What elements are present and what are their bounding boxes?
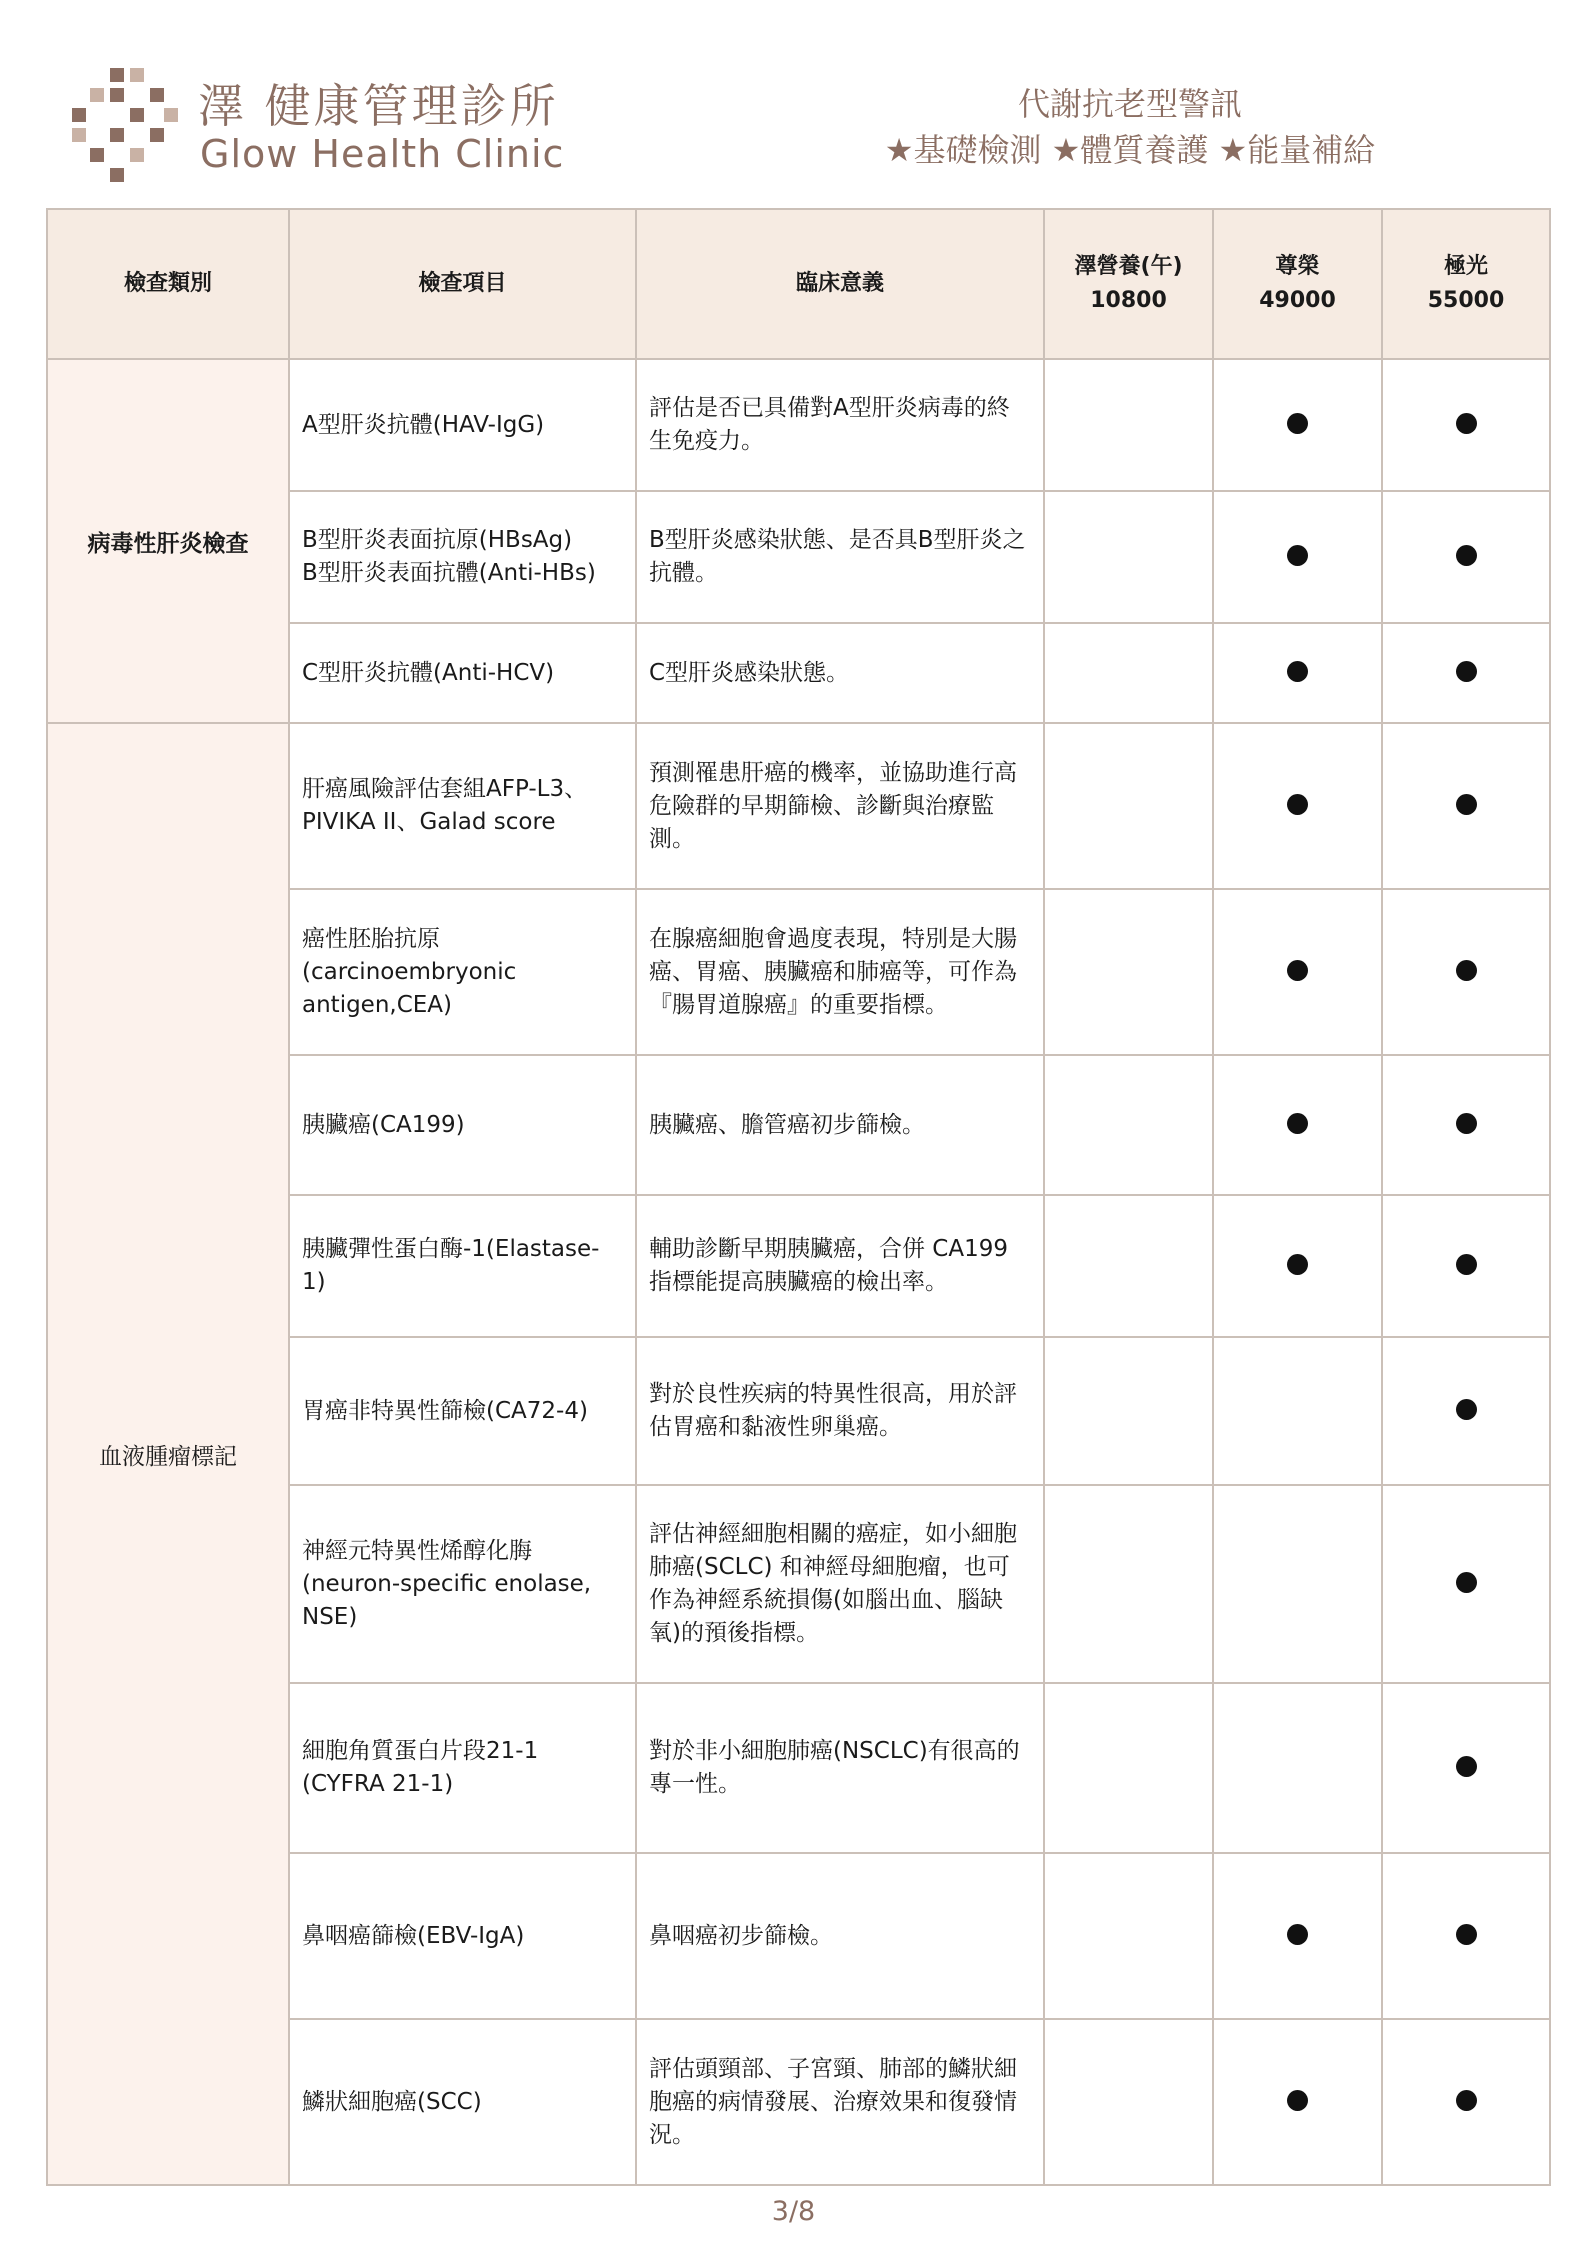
plan3-cell <box>1382 1853 1550 2019</box>
plan1-cell <box>1044 623 1213 723</box>
exam-item-cell: C型肝炎抗體(Anti-HCV) <box>289 623 636 723</box>
included-dot-icon <box>1456 545 1477 566</box>
exam-item-cell: 胃癌非特異性篩檢(CA72-4) <box>289 1337 636 1485</box>
clinical-meaning-cell: 預測罹患肝癌的機率，並協助進行高危險群的早期篩檢、診斷與治療監測。 <box>636 723 1044 889</box>
exam-item-cell: 細胞角質蛋白片段21-1 (CYFRA 21-1) <box>289 1683 636 1853</box>
table-header-row <box>47 209 1550 359</box>
plan2-cell <box>1213 359 1382 491</box>
category-cell: 病毒性肝炎檢查 <box>47 359 289 723</box>
included-dot-icon <box>1456 661 1477 682</box>
plan3-cell <box>1382 491 1550 623</box>
plan1-cell <box>1044 723 1213 889</box>
plan2-cell <box>1213 491 1382 623</box>
plan2-cell <box>1213 1195 1382 1337</box>
plan3-cell <box>1382 1683 1550 1853</box>
plan1-cell <box>1044 1337 1213 1485</box>
included-dot-icon <box>1456 1113 1477 1134</box>
exam-item-cell: 肝癌風險評估套組AFP-L3、PIVIKA II、Galad score <box>289 723 636 889</box>
plan3-cell <box>1382 1485 1550 1683</box>
plan1-cell <box>1044 1055 1213 1195</box>
included-dot-icon <box>1456 1756 1477 1777</box>
exam-item-cell: 胰臟癌(CA199) <box>289 1055 636 1195</box>
plan3-cell <box>1382 623 1550 723</box>
included-dot-icon <box>1456 2090 1477 2111</box>
plan1-cell <box>1044 359 1213 491</box>
plan2-cell <box>1213 889 1382 1055</box>
clinical-meaning-cell: 評估神經細胞相關的癌症，如小細胞肺癌(SCLC) 和神經母細胞瘤，也可作為神經系統損傷(如腦出血、腦缺氧)的預後指標。 <box>636 1485 1044 1683</box>
brand-name-en: Glow Health Clinic <box>200 132 565 176</box>
package-title-block <box>820 82 1440 174</box>
plan3-cell <box>1382 723 1550 889</box>
clinical-meaning-cell: 評估是否已具備對A型肝炎病毒的終生免疫力。 <box>636 359 1044 491</box>
plan3-cell <box>1382 1195 1550 1337</box>
plan2-cell <box>1213 723 1382 889</box>
included-dot-icon <box>1287 2090 1308 2111</box>
included-dot-icon <box>1287 794 1308 815</box>
plan1-cell <box>1044 1853 1213 2019</box>
included-dot-icon <box>1456 794 1477 815</box>
package-title: 代謝抗老型警訊 <box>1017 85 1242 123</box>
col-header-item: 檢查項目 <box>289 209 636 359</box>
exam-item-cell: A型肝炎抗體(HAV-IgG) <box>289 359 636 491</box>
plan1-name: 澤營養(午) <box>1074 254 1183 279</box>
page-number: 3/8 <box>771 2196 816 2227</box>
plan2-name: 尊榮 <box>1275 254 1320 279</box>
table-body <box>47 359 1550 2185</box>
plan1-cell <box>1044 1485 1213 1683</box>
clinical-meaning-cell: 對於非小細胞肺癌(NSCLC)有很高的專一性。 <box>636 1683 1044 1853</box>
included-dot-icon <box>1456 1254 1477 1275</box>
included-dot-icon <box>1456 413 1477 434</box>
plan1-cell <box>1044 2019 1213 2185</box>
plan3-cell <box>1382 1055 1550 1195</box>
exam-table <box>46 208 1551 2186</box>
included-dot-icon <box>1456 1399 1477 1420</box>
plan3-cell <box>1382 2019 1550 2185</box>
included-dot-icon <box>1287 1113 1308 1134</box>
plan1-cell <box>1044 889 1213 1055</box>
table-row <box>47 359 1550 491</box>
included-dot-icon <box>1456 1924 1477 1945</box>
col-header-meaning: 臨床意義 <box>636 209 1044 359</box>
included-dot-icon <box>1287 1924 1308 1945</box>
clinical-meaning-cell: 評估頭頸部、子宮頸、肺部的鱗狀細胞癌的病情發展、治療效果和復發情況。 <box>636 2019 1044 2185</box>
clinical-meaning-cell: 對於良性疾病的特異性很高，用於評估胃癌和黏液性卵巢癌。 <box>636 1337 1044 1485</box>
plan2-cell <box>1213 1485 1382 1683</box>
exam-item-cell: B型肝炎表面抗原(HBsAg) B型肝炎表面抗體(Anti-HBs) <box>289 491 636 623</box>
plan2-cell <box>1213 1853 1382 2019</box>
plan2-cell <box>1213 1337 1382 1485</box>
plan1-cell <box>1044 1195 1213 1337</box>
clinical-meaning-cell: 輔助診斷早期胰臟癌，合併 CA199 指標能提高胰臟癌的檢出率。 <box>636 1195 1044 1337</box>
plan3-price: 55000 <box>1427 288 1505 313</box>
table-row <box>47 723 1550 889</box>
included-dot-icon <box>1456 1572 1477 1593</box>
plan1-cell <box>1044 491 1213 623</box>
col-header-plan2 <box>1213 209 1382 359</box>
plan3-name: 極光 <box>1443 254 1488 279</box>
package-subtitle: ★基礎檢測 ★體質養護 ★能量補給 <box>884 131 1376 169</box>
plan3-cell <box>1382 1337 1550 1485</box>
col-header-category: 檢查類別 <box>47 209 289 359</box>
clinical-meaning-cell: C型肝炎感染狀態。 <box>636 623 1044 723</box>
plan2-price: 49000 <box>1259 288 1336 313</box>
category-cell: 血液腫瘤標記 <box>47 723 289 2185</box>
clinical-meaning-cell: 胰臟癌、膽管癌初步篩檢。 <box>636 1055 1044 1195</box>
plan2-cell <box>1213 623 1382 723</box>
clinical-meaning-cell: 在腺癌細胞會過度表現，特別是大腸癌、胃癌、胰臟癌和肺癌等，可作為『腸胃道腺癌』的重要指標。 <box>636 889 1044 1055</box>
clinic-logo <box>72 66 182 186</box>
included-dot-icon <box>1287 413 1308 434</box>
clinical-meaning-cell: B型肝炎感染狀態、是否具B型肝炎之抗體。 <box>636 491 1044 623</box>
clinical-meaning-cell: 鼻咽癌初步篩檢。 <box>636 1853 1044 2019</box>
exam-item-cell: 神經元特異性烯醇化脢(neuron-specific enolase, NSE) <box>289 1485 636 1683</box>
plan1-cell <box>1044 1683 1213 1853</box>
exam-item-cell: 鼻咽癌篩檢(EBV-IgA) <box>289 1853 636 2019</box>
included-dot-icon <box>1287 1254 1308 1275</box>
brand-name-cn: 澤 健康管理診所 <box>198 79 559 133</box>
plan2-cell <box>1213 2019 1382 2185</box>
exam-item-cell: 胰臟彈性蛋白酶-1(Elastase-1) <box>289 1195 636 1337</box>
col-header-plan3 <box>1382 209 1550 359</box>
exam-item-cell: 鱗狀細胞癌(SCC) <box>289 2019 636 2185</box>
plan2-cell <box>1213 1683 1382 1853</box>
exam-item-cell: 癌性胚胎抗原(carcinoembryonic antigen,CEA) <box>289 889 636 1055</box>
plan3-cell <box>1382 359 1550 491</box>
plan3-cell <box>1382 889 1550 1055</box>
included-dot-icon <box>1287 960 1308 981</box>
col-header-plan1 <box>1044 209 1213 359</box>
plan1-price: 10800 <box>1090 288 1167 313</box>
included-dot-icon <box>1456 960 1477 981</box>
plan2-cell <box>1213 1055 1382 1195</box>
included-dot-icon <box>1287 545 1308 566</box>
included-dot-icon <box>1287 661 1308 682</box>
